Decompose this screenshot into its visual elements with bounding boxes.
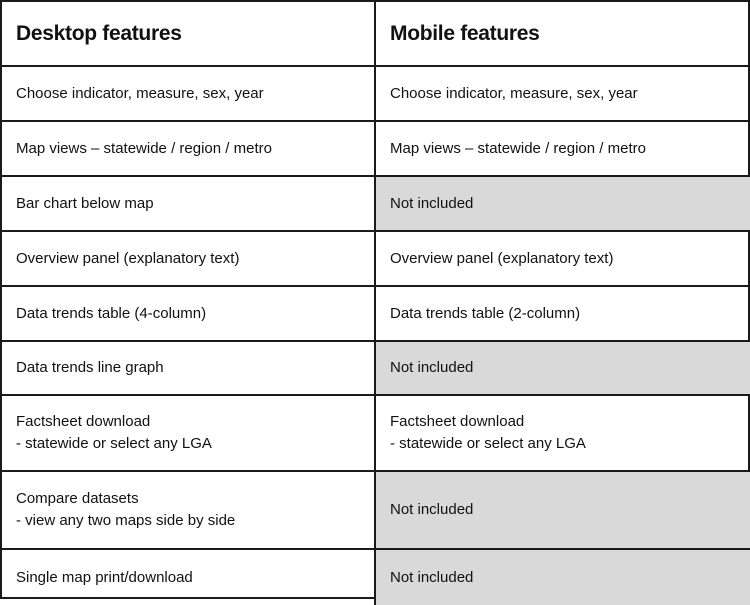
header-mobile-features: Mobile features bbox=[376, 2, 750, 67]
desktop-feature-cell: Factsheet download - statewide or select any LGA bbox=[2, 396, 376, 472]
mobile-feature-cell-not-included: Not included bbox=[376, 550, 750, 605]
desktop-feature-cell: Data trends line graph bbox=[2, 342, 376, 396]
mobile-feature-cell-not-included: Not included bbox=[376, 472, 750, 550]
desktop-feature-cell: Compare datasets - view any two maps side by side bbox=[2, 472, 376, 550]
desktop-feature-cell: Single map print/download bbox=[2, 550, 376, 605]
mobile-feature-cell-not-included: Not included bbox=[376, 177, 750, 232]
mobile-feature-cell-not-included: Not included bbox=[376, 342, 750, 396]
mobile-feature-cell: Factsheet download - statewide or select any LGA bbox=[376, 396, 750, 472]
desktop-feature-cell: Choose indicator, measure, sex, year bbox=[2, 67, 376, 122]
mobile-feature-cell: Map views – statewide / region / metro bbox=[376, 122, 750, 177]
mobile-feature-cell: Choose indicator, measure, sex, year bbox=[376, 67, 750, 122]
mobile-feature-cell: Data trends table (2-column) bbox=[376, 287, 750, 342]
desktop-feature-cell: Map views – statewide / region / metro bbox=[2, 122, 376, 177]
desktop-feature-cell: Data trends table (4-column) bbox=[2, 287, 376, 342]
desktop-feature-cell: Overview panel (explanatory text) bbox=[2, 232, 376, 287]
mobile-feature-cell: Overview panel (explanatory text) bbox=[376, 232, 750, 287]
desktop-feature-cell: Bar chart below map bbox=[2, 177, 376, 232]
header-desktop-features: Desktop features bbox=[2, 2, 376, 67]
